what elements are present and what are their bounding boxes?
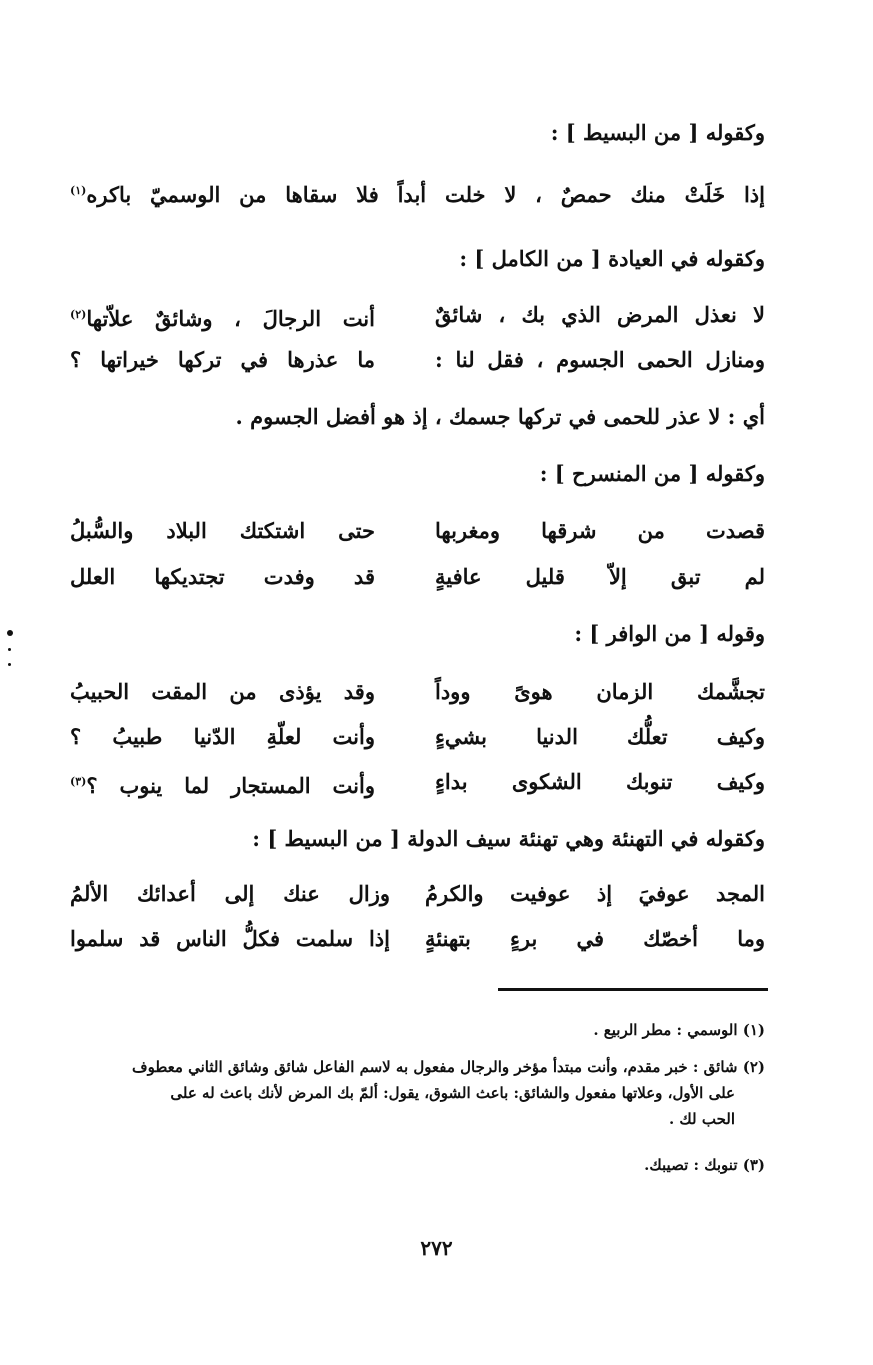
verse-8 [70, 877, 765, 911]
footnote-separator [498, 988, 768, 991]
single-verse-line [70, 175, 765, 211]
footnote-1: (١) الوسمي : مطر الربيع . [593, 1021, 765, 1039]
explanation-line: أي : لا عذر للحمى في تركها جسمك ، إذ هو أفضل الجسوم . [235, 404, 765, 429]
footnote-2-line-2: على الأول، وعلاتها مفعول والشائق: باعث الشوق، يقول: ألمّ بك المرض لأنك باعث له على [170, 1084, 735, 1102]
verse-3 [70, 514, 765, 548]
footnote-2 [70, 1054, 765, 1132]
intro-line-4: وقوله [ من الوافر ] : [574, 621, 765, 646]
verse-7-first-hemistich: وكيف تنوبك الشكوى بداءٍ [435, 769, 765, 794]
verse-1-first-hemistich: لا نعذل المرض الذي بك ، شائقٌ [435, 302, 765, 327]
margin-dots [7, 630, 17, 678]
verse-5 [70, 675, 765, 709]
verse-1 [70, 298, 765, 332]
verse-4-second-hemistich: قد وفدت تجتديكها العلل [70, 564, 375, 589]
margin-dot [8, 648, 11, 651]
intro-line-3: وكقوله [ من المنسرح ] : [539, 461, 765, 486]
verse-2-second-hemistich: ما عذرها في تركها خيراتها ؟ [70, 347, 375, 372]
verse-7-second-text: وأنت المستجار لما ينوب ؟ [86, 773, 375, 798]
intro-line-2: وكقوله في العيادة [ من الكامل ] : [459, 246, 765, 271]
verse-6-second-hemistich: وأنت لعلّةِ الدّنيا طبيبُ ؟ [70, 724, 375, 749]
verse-9 [70, 922, 765, 956]
verse-9-second-hemistich: إذا سلمت فكلُّ الناس قد سلموا [70, 926, 390, 951]
verse-4-first-hemistich: لم تبق إلاّ قليل عافيةٍ [435, 564, 765, 589]
verse-2 [70, 343, 765, 377]
verse-8-first-hemistich: المجد عوفيَ إذ عوفيت والكرمُ [425, 881, 765, 906]
verse-7-second-hemistich [70, 765, 375, 803]
verse-7 [70, 765, 765, 799]
intro-line-1: وكقوله [ من البسيط ] : [550, 120, 765, 145]
verse-4 [70, 560, 765, 594]
verse-3-second-hemistich: حتى اشتكتك البلاد والسُّبلُ [70, 518, 375, 543]
verse-5-first-hemistich: تجشَّمك الزمان هوىً ووداً [435, 679, 765, 704]
verse-6-first-hemistich: وكيف تعلُّك الدنيا بشيءٍ [435, 724, 765, 749]
verse-6 [70, 720, 765, 754]
verse-2-first-hemistich: ومنازل الحمى الجسوم ، فقل لنا : [435, 347, 765, 372]
verse-9-first-hemistich: وما أخصّك في برءٍ بتهنئةٍ [425, 926, 765, 951]
footnote-marker-1: (١) [70, 184, 87, 197]
page-number: ٢٧٢ [420, 1236, 453, 1260]
verse-5-second-hemistich: وقد يؤذى من المقت الحبيبُ [70, 679, 375, 704]
single-verse-text: إذا خَلَتْ منك حمصٌ ، لا خلت أبداً فلا سقاها من الوسميّ باكره [86, 182, 765, 207]
verse-1-second-text: أنت الرجالَ ، وشائقٌ علاّتها [86, 306, 375, 331]
footnote-2-line-3: الحب لك . [668, 1110, 735, 1128]
verse-1-second-hemistich [70, 298, 375, 336]
footnote-2-line-1: (٢) شائق : خبر مقدم، وأنت مبتدأ مؤخر والرجال مفعول به لاسم الفاعل شائق وشائق الثاني معطوف [132, 1058, 765, 1076]
footnote-3: (٣) تنوبك : تصيبك. [644, 1156, 765, 1174]
footnote-marker-2: (٢) [70, 308, 87, 321]
margin-dot [8, 663, 11, 666]
margin-dot [7, 630, 13, 636]
verse-8-second-hemistich: وزال عنك إلى أعدائك الألمُ [70, 881, 390, 906]
footnote-marker-3: (٣) [70, 775, 87, 788]
intro-line-5: وكقوله في التهنئة وهي تهنئة سيف الدولة [ من البسيط ] : [252, 826, 765, 851]
verse-3-first-hemistich: قصدت من شرقها ومغربها [435, 518, 765, 543]
